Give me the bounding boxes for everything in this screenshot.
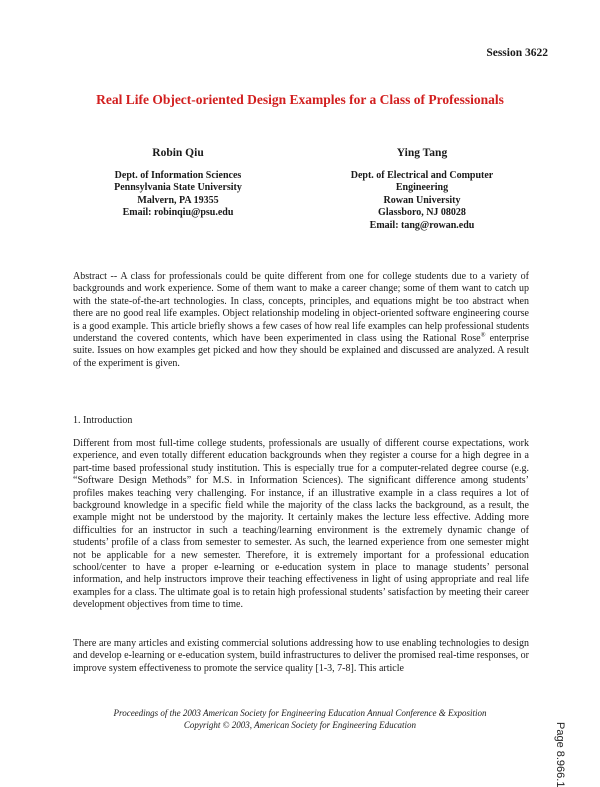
affiliation-line: Dept. of Information Sciences: [114, 170, 242, 181]
footer-line-copyright: Copyright © 2003, American Society for Engineering Education: [183, 719, 417, 730]
body-paragraph-1: Different from most full-time college students, professionals are usually of different course expectations, work experience, and even totally different education backgrounds when they register a course for a high degree in a part-time based professional study institution. This is especially true for a computer-related degree course (e.g. “Software Design Methods” for M.S. in Information Sciences). The significant difference among students’ profiles makes teaching very challenging. For instance, if an illustrative example in a class requires a lot of background knowledge in a specific field while the majority of the class lacks the background, as a result, the example might not be understood by the majority. It certainly makes the lecture less effective. Adding more difficulties for an instructor in such a teaching/learning environment is the extremely dynamic change of students’ profile of a class from semester to semester. As such, the learned experience from one semester might not be applicable for a new semester. Therefore, it is extremely important for a professional education school/center to have a proper e-learning or e-education system in place to manage students’ personal information, and help instructors improve their teaching effectiveness in light of using appropriate and real life examples for a class. The ultimate goal is to retain high professional students’ satisfaction by meeting their career development objectives from time to time.: [73, 438, 529, 611]
registered-mark: ®: [480, 331, 486, 339]
affiliation-line: Glassboro, NJ 08028: [378, 207, 466, 219]
paper-title: Real Life Object-oriented Design Examples for a Class of Professionals: [96, 92, 504, 107]
abstract: [73, 271, 529, 370]
affiliation-line: Malvern, PA 19355: [137, 194, 219, 206]
author-affiliation-2: [322, 170, 522, 232]
author-affiliation-1: [78, 170, 278, 220]
affiliation-line: Rowan University: [383, 194, 461, 206]
affiliation-line: Engineering: [395, 182, 449, 194]
abstract-text: Abstract -- A class for professionals could be quite different from one for college students due to a variety of backgrounds and work experience. Some of them want to make a career change; some of them want to catch up with the state-of-the-art technologies. In class, concepts, principles, and equations might be too abstract when there are no good real life examples. Object relationship modeling in object-oriented software engineering course is a good example. This article briefly shows a few cases of how real life examples can help professional students understand the covered contents, which have been experimented in class using the Rational Rose: [73, 271, 529, 345]
proceedings-footer: [40, 708, 560, 731]
author-name-1: Robin Qiu: [152, 147, 204, 159]
affiliation-line: Dept. of Electrical and Computer: [350, 170, 494, 181]
author-name-2: Ying Tang: [396, 147, 448, 159]
section-heading: 1. Introduction: [73, 415, 133, 426]
author-email: Email: robinqiu@psu.edu: [122, 207, 234, 219]
session-number: Session 3622: [486, 47, 548, 59]
body-paragraph-2: There are many articles and existing commercial solutions addressing how to use enabling technologies to design and develop e-learning or e-education system, build infrastructures to deliver the promised real-time responses, or improve system effectiveness to promote the service quality [1-3, 7-8]. This article: [73, 638, 529, 674]
page-number: Page 8.966.1: [554, 722, 566, 787]
affiliation-line: Pennsylvania State University: [114, 182, 242, 194]
abstract-text-end: enterprise suite. Issues on how examples get picked and how they should be explained and discussed are analyzed. A result of the experiment is given.: [73, 333, 529, 369]
footer-line-proceedings: Proceedings of the 2003 American Society for Engineering Education Annual Conference & Exposition: [113, 708, 487, 718]
author-email: Email: tang@rowan.edu: [369, 219, 475, 231]
